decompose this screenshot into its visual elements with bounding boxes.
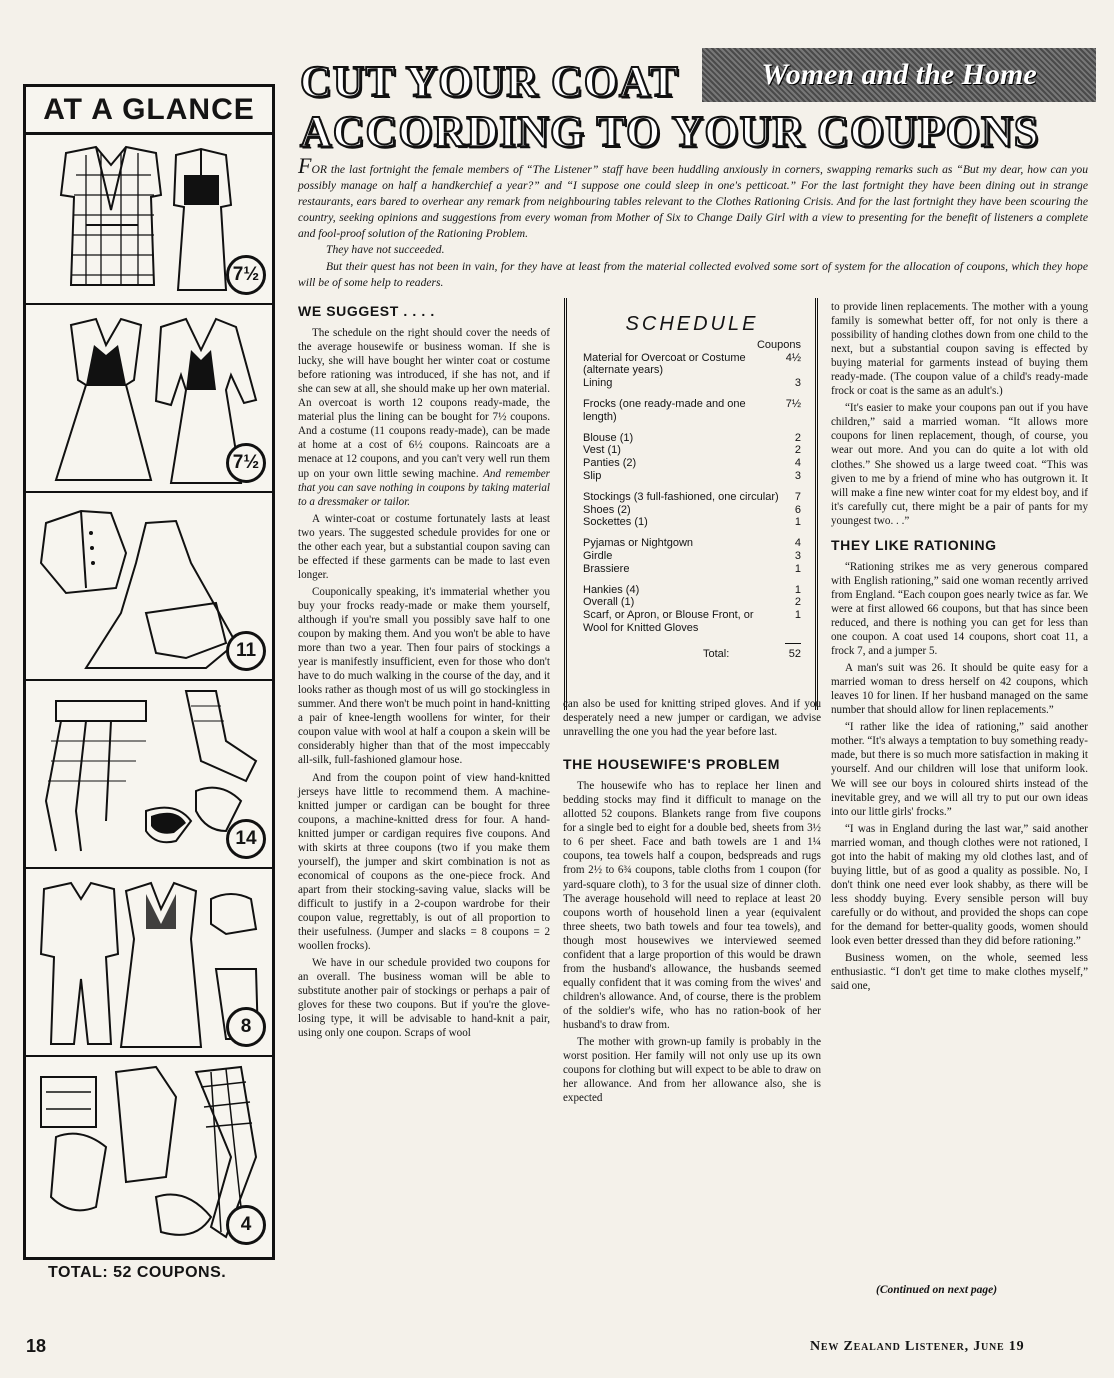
schedule-column-header: Coupons: [756, 338, 801, 351]
schedule-group: [583, 491, 801, 529]
schedule-row: [583, 457, 801, 470]
schedule-row: [583, 352, 801, 378]
schedule-row: [583, 444, 801, 457]
schedule-item: Pyjamas or Nightgown: [583, 537, 694, 550]
coupon-badge: 7½: [226, 255, 266, 295]
schedule-item: Lining: [583, 377, 613, 390]
article-column-2: [563, 697, 821, 1108]
drop-cap: F: [298, 153, 312, 178]
coupon-badge: 14: [226, 819, 266, 859]
schedule-row: [583, 470, 801, 483]
publication-footer: New Zealand Listener, June 19: [810, 1339, 1025, 1354]
schedule-row: [583, 563, 801, 576]
body-paragraph: A winter-coat or costume fortunately lasts at least two years. The suggested schedule provides for one or the other each year, but a substantial coupon saving can be effected if these garments can be made to last even longer.: [298, 512, 550, 581]
body-paragraph: “I rather like the idea of rationing,” said another mother. “It's always a temptation to buy something ready-made, but there is so much more satisfaction in making it yourself. And our children will lose that uniform look. We will see our boys in coloured shirts instead of the inevitable grey, and we will all try to put our own ideas into our little girls' frocks.”: [831, 721, 1088, 818]
total-label: Total:: [703, 647, 730, 660]
coupon-badge: 4: [226, 1205, 266, 1245]
schedule-item: Sockettes (1): [583, 516, 648, 529]
schedule-group: [583, 584, 801, 635]
schedule-item: Scarf, or Apron, or Blouse Front, or Wool for Knitted Gloves: [583, 609, 754, 634]
schedule-item: Hankies (4): [583, 583, 640, 596]
schedule-rows: [583, 352, 801, 635]
glance-panel-frocks: [26, 305, 272, 493]
schedule-row: [583, 584, 801, 597]
glance-title: AT A GLANCE: [26, 87, 272, 135]
schedule-box: [564, 298, 818, 710]
body-paragraph: And from the coupon point of view hand-knitted jerseys have little to recommend them. A machine-knitted jumper or cardigan can be bought for three coupons, a machine-knitted dress for four. A hand-knitted jumper or cardigan requires five coupons. And with skirts at three coupons (two if you make them yourself), the jumper and skirt combination is not as economical of coupons as the one-piece frock. And apart from their stocking-saving value, slacks will be difficult to justify in a 2-coupon wardrobe for their coupon value, regrettably, is out of all proportion to their usefulness. (Jumper and slacks = 8 coupons = 2 woollen frocks).: [298, 771, 550, 953]
schedule-row: [583, 609, 801, 635]
subheading-housewife: THE HOUSEWIFE'S PROBLEM: [563, 756, 781, 773]
body-paragraph: can also be used for knitting striped gloves. And if you desperately need a new jumper or cardigan, we advise unravelling the one you had the year before last.: [563, 698, 821, 739]
body-paragraph: We have in our schedule provided two coupons for an overall. The business woman will be able to substitute another pair of stockings or perhaps a pair of gloves for these two coupons. But if you're the glove-losing type, it will be advisable to hand-knit a pair, using only one coupon. Scraps of wool: [298, 957, 550, 1040]
schedule-coupons: 4: [794, 457, 801, 470]
section-banner-text: Women and the Home: [761, 58, 1037, 91]
body-paragraph: The mother with grown-up family is probably in the worst position. Her family will not only use up its own coupons for clothing but will expect to be able to draw on her allowance. And from her allowance also, she is expected: [563, 1036, 821, 1105]
glance-panel-nightwear: [26, 869, 272, 1057]
schedule-group: [583, 537, 801, 575]
schedule-item: Shoes (2): [583, 503, 631, 516]
schedule-total-row: [583, 648, 801, 661]
schedule-item: Blouse (1): [583, 431, 634, 444]
schedule-row: [583, 432, 801, 445]
schedule-row: [583, 398, 801, 424]
continued-note: (Continued on next page): [876, 1284, 998, 1296]
body-paragraph: A man's suit was 26. It should be quite easy for a married woman to dress herself on 42 coupons, which leaves 10 for linen. If her husband managed on the same number that should allow for linen replacements.”: [831, 662, 1088, 717]
body-paragraph: Couponically speaking, it's immaterial whether you buy your frocks ready-made or make them yourself, although if you're small you possibly save half to one coupon by making them. And you won't be able to have more than two a year. Then four pairs of stockings a year is manifestly insufficient, even for those who don't have to do much walking in the course of the day, and it looks rather as though most of us will go stockingless in summer. And there won't be much point in hand-knitting a pair of knee-length woollens for winter, for their coupon value with wool at half a coupon a skein will be considerably higher than that of the most impeccably all-silk, full-fashioned glamour hose.: [298, 585, 550, 767]
schedule-item: Panties (2): [583, 457, 637, 470]
coupon-badge: 11: [226, 631, 266, 671]
intro-paragraph: FOR the last fortnight the female members of “The Listener” staff have been huddling anxiously in corners, swapping remarks such as “But my dear, how can you possibly manage on half a handkerchief a year?” and “I suppose one could sleep in one's petticoat.” For the last fortnight they have been dining out in strange restaurants, ears bared to overhear any remark from neighbouring tables relevant to the Clothes Rationing Crisis. And for the last fortnight they have been scouring the country, seeking opinions and suggestions from every woman from Mother of Six to Change Daily Girl with a view to presenting for the benefit of listeners a complete and fool-proof solution of the Rationing Problem.: [298, 153, 1088, 241]
schedule-coupons: 7: [794, 490, 801, 503]
schedule-coupons: 1: [794, 583, 801, 596]
schedule-item: Brassiere: [583, 562, 630, 575]
schedule-coupons: 3: [794, 549, 801, 562]
schedule-coupons: 4½: [785, 351, 801, 364]
glance-panel-coats: [26, 135, 272, 305]
schedule-item: Material for Overcoat or Costume (alternate years): [583, 351, 746, 377]
schedule-title: SCHEDULE: [625, 313, 759, 335]
coupon-badge: 8: [226, 1007, 266, 1047]
intro-text: [298, 153, 1088, 291]
glance-panel-accessories: [26, 1057, 272, 1253]
page-number: 18: [26, 1336, 47, 1356]
schedule-coupons: 2: [794, 431, 801, 444]
schedule-item: Slip: [583, 469, 602, 482]
headline-line-1: CUT YOUR COAT: [300, 57, 679, 106]
at-a-glance-box: [23, 84, 275, 1260]
glance-panel-stockings: [26, 681, 272, 869]
schedule-group: [583, 398, 801, 424]
headline-line-2: ACCORDING TO YOUR COUPONS: [300, 107, 1040, 156]
schedule-item: Frocks (one ready-made and one length): [583, 397, 746, 423]
schedule-item: Stockings (3 full-fashioned, one circular): [583, 490, 779, 503]
schedule-coupons: 4: [794, 537, 801, 550]
schedule-item: Vest (1): [583, 444, 621, 457]
body-paragraph: “Rationing strikes me as very generous compared with English rationing,” said one woman recently arrived from England. “Each coupon goes nearly twice as far. We were at first allowed 66 coupons, but that has since been reduced, and there is nothing you can get for less than one coupon. A coat used 14 coupons, short coat 11, a frock 7, and a jumper 5.: [831, 560, 1088, 658]
schedule-coupons: 2: [794, 596, 801, 609]
schedule-coupons: 7½: [785, 397, 801, 410]
schedule-item: Overall (1): [583, 596, 635, 609]
schedule-coupons: 1: [794, 609, 801, 622]
body-paragraph: The housewife who has to replace her linen and bedding stocks may find it difficult to manage on the allotted 52 coupons. Blankets range from five coupons for a single bed to eight for a double bed, sheets from 3½ to 6 per sheet. Face and bath towels are 1 and 1¼ coupons, tea towels half a coupon, bedspreads and rugs from 2½ to 6¾ coupons, table cloths from 1 coupon (for yard-square cloth), to 3 for the usual size of dinner cloth. The average household will need to replace at least 20 coupons worth of household linen a year (equivalent three sheets, two bath towels and four tea towels), and though most housewives we interviewed seemed confident that a large proportion of this would be drawn from the husband's allowance, the husbands seemed equally confident that it was coming from the wives' and children's allowance. And, of course, there is the problem of the soldier's wife, who has no ration-book of her husband's to draw from.: [563, 780, 821, 1031]
intro-paragraph: They have not succeeded.: [326, 243, 445, 257]
body-paragraph: “I was in England during the last war,” said another married woman, and though clothes were not rationed, I got into the habit of making my old clothes last, and of buying little, but of as good a quality as possible. No, I don't think one need ever look shabby, as there will be less shoddy buying. Every sensible person will buy carefully or do without, and provided the shops can cope for the demand for better-quality goods, women should look even better dressed than they did before rationing.”: [831, 822, 1088, 948]
schedule-coupons: 2: [794, 444, 801, 457]
section-banner: [702, 48, 1096, 102]
coupon-badge: 7½: [226, 443, 266, 483]
schedule-group: [583, 432, 801, 483]
glance-panel-underwear: [26, 493, 272, 681]
schedule-coupons: 1: [794, 516, 801, 529]
schedule-row: [583, 377, 801, 390]
subheading-they-like-rationing: THEY LIKE RATIONING: [831, 536, 997, 553]
body-paragraph: to provide linen replacements. The mother with a young family is somewhat better off, for not only is there a possibility of handing clothes down from one child to the next, but a substantial coupon saving is effected by buying material for garments instead of buying them ready-made. (The coupon value of a child's ready-made frock or coat is the same as an adult's.): [831, 301, 1088, 398]
schedule-coupons: 3: [794, 469, 801, 482]
total-rule: [785, 643, 801, 644]
schedule-row: [583, 504, 801, 517]
total-value: 52: [788, 647, 801, 660]
subheading-we-suggest: WE SUGGEST . . . .: [298, 303, 435, 319]
schedule-coupons: 6: [794, 503, 801, 516]
schedule-row: [583, 550, 801, 563]
schedule-row: [583, 537, 801, 550]
schedule-coupons: 3: [794, 377, 801, 390]
schedule-row: [583, 491, 801, 504]
body-paragraph: “It's easier to make your coupons pan out if you have children,” said a married woman. “It allows more coupons for linen replacement, though, of course, you wear out more. And you can do quite a lot with old clothes.” She showed us a large tweed coat. “This was given to me by a friend of mine who has outgrown it. It will make a fine new winter coat for my eldest boy, and if it's carefully cut, there might be a pair of pants for my youngest two. . .”: [831, 402, 1088, 527]
schedule-item: Girdle: [583, 549, 613, 562]
body-paragraph: Business women, on the whole, seemed less enthusiastic. “I don't get time to make clothes myself,” said one,: [831, 952, 1088, 993]
article-column-1: [298, 300, 550, 1043]
schedule-coupons: 1: [794, 562, 801, 575]
article-column-3: [831, 300, 1088, 996]
glance-total: TOTAL: 52 COUPONS.: [48, 1264, 227, 1281]
schedule-group: [583, 352, 801, 390]
body-paragraph: The schedule on the right should cover the needs of the average housewife or business woman. If she is lucky, she will have bought her winter coat or costume before rationing was introduced, if she has not, and if she can sew at all, she should make up her own material. An overcoat is worth 12 coupons ready-made, the material plus the lining can be bought for 7½ coupons. And a costume (11 coupons ready-made), can be made at home at a cost of 6½ coupons. Raincoats are a menace at 12 coupons, and you can't very well run them up on your own little sewing machine. And remember that you can save nothing in coupons by taking material to a dressmaker or tailor.: [298, 327, 550, 508]
schedule-row: [583, 516, 801, 529]
schedule-row: [583, 596, 801, 609]
intro-paragraph: But their quest has not been in vain, for they have at least from the material collected evolved some sort of system for the allocation of coupons, which they hope will be of some help to readers.: [298, 259, 1088, 289]
